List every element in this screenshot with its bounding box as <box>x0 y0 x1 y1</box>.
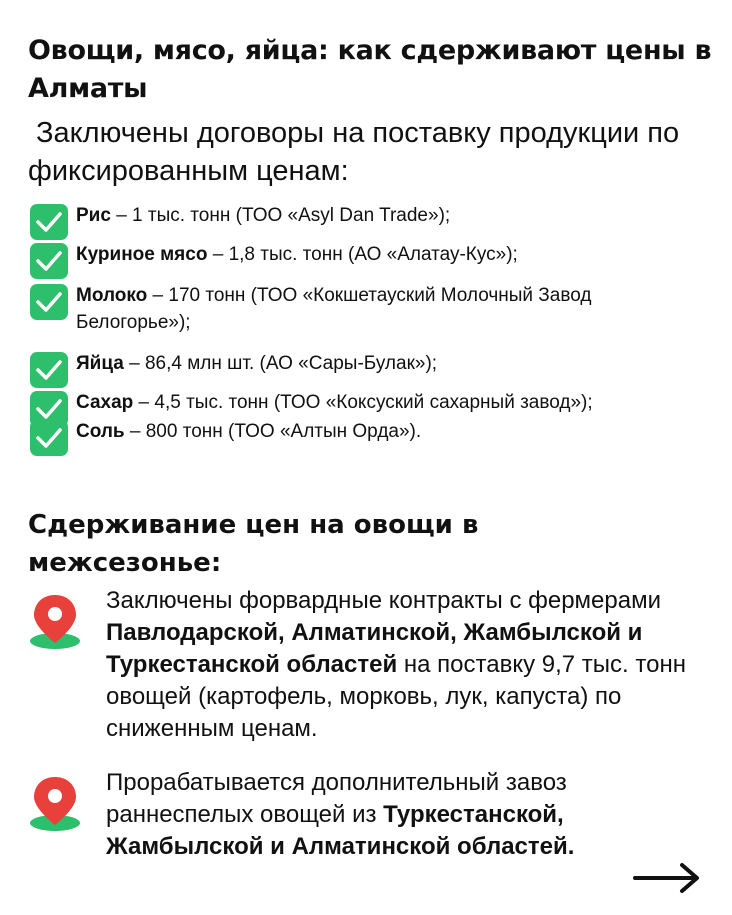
product-name: Рис <box>76 205 111 226</box>
intro-text-content: Заключены договоры на поставку продукции по фиксированным ценам: <box>28 117 680 187</box>
product-item-milk <box>30 282 710 336</box>
page-title: Овощи, мясо, яйца: как сдерживают цены в Алматы <box>28 35 712 104</box>
product-detail: – 1 тыс. тонн (ТОО «Asyl Dan Trade»); <box>110 205 451 226</box>
point-text <box>106 767 706 863</box>
point-text-bold: Туркестанской, Жамбылской и Алматинской областей. <box>106 801 575 860</box>
arrow-right-icon[interactable] <box>632 860 702 896</box>
location-pin-icon <box>28 593 84 653</box>
product-item-salt <box>30 418 710 445</box>
point-text-before: Прорабатывается дополнительный завоз раннеспелых овощей из <box>106 769 567 828</box>
point-text <box>106 585 706 745</box>
product-name: Куриное мясо <box>76 244 208 265</box>
point-text-before: Заключены форвардные контракты с фермерами <box>106 587 661 614</box>
check-icon <box>30 352 68 388</box>
location-pin-icon <box>28 775 84 835</box>
section-title: Сдерживание цен на овощи в межсезонье: <box>28 510 479 578</box>
product-name: Соль <box>76 421 125 442</box>
check-icon <box>30 243 68 279</box>
product-item-chicken <box>30 241 710 268</box>
product-name: Сахар <box>76 392 134 413</box>
product-item-sugar <box>30 389 710 416</box>
product-name: Яйца <box>76 353 124 374</box>
point-text-bold: Павлодарской, Алматинской, Жамбылской и Туркестанской областей <box>106 619 643 678</box>
product-detail: – 170 тонн (ТОО «Кокшетауский Молочный Завод Белогорье»); <box>76 285 592 333</box>
vegetables-point-early-import <box>28 767 708 867</box>
product-item-eggs <box>30 350 710 377</box>
check-icon <box>30 284 68 320</box>
check-icon <box>30 204 68 240</box>
intro-text <box>28 114 718 190</box>
product-detail: – 4,5 тыс. тонн (ТОО «Коксуский сахарный завод»); <box>133 392 593 413</box>
vegetables-point-forward-contracts <box>28 585 708 755</box>
product-detail: – 800 тонн (ТОО «Алтын Орда»). <box>124 421 422 442</box>
product-name: Молоко <box>76 285 148 306</box>
product-detail: – 86,4 млн шт. (АО «Сары-Булак»); <box>123 353 438 374</box>
product-list <box>30 202 710 453</box>
check-icon <box>30 420 68 456</box>
product-detail: – 1,8 тыс. тонн (АО «Алатау-Кус»); <box>207 244 518 265</box>
point-text-after: на поставку 9,7 тыс. тонн овощей (картофель, морковь, лук, капуста) по сниженным ценам. <box>106 651 686 742</box>
product-item-rice <box>30 202 710 229</box>
